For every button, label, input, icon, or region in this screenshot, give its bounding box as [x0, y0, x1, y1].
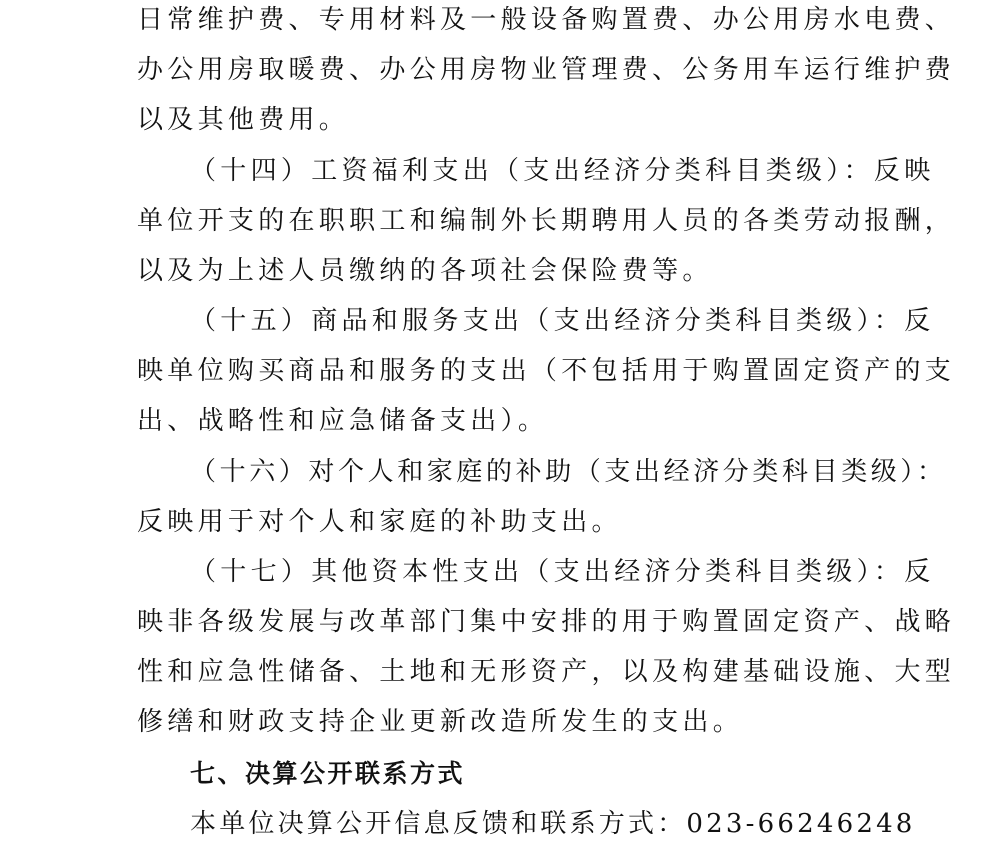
paragraph-line: 办公用房取暖费、办公用房物业管理费、公务用车运行维护费 — [137, 55, 956, 85]
paragraph-line: 性和应急性储备、土地和无形资产，以及构建基础设施、大型 — [137, 657, 956, 687]
paragraph-line: 以及其他费用。 — [137, 105, 350, 135]
item-15-first-line: （十五）商品和服务支出（支出经济分类科目类级）：反 — [190, 306, 935, 336]
item-14-first-line: （十四）工资福利支出（支出经济分类科目类级）：反映 — [190, 156, 935, 186]
paragraph-line: 出、战略性和应急储备支出）。 — [137, 406, 549, 436]
paragraph-line: 以及为上述人员缴纳的各项社会保险费等。 — [137, 256, 713, 286]
item-17-first-line: （十七）其他资本性支出（支出经济分类科目类级）：反 — [190, 557, 935, 587]
paragraph-line: 映非各级发展与改革部门集中安排的用于购置固定资产、战略 — [137, 607, 956, 637]
paragraph-line: 反映用于对个人和家庭的补助支出。 — [137, 507, 622, 537]
paragraph-line: 修缮和财政支持企业更新改造所发生的支出。 — [137, 707, 744, 737]
item-16-first-line: （十六）对个人和家庭的补助（支出经济分类科目类级）： — [190, 457, 947, 487]
paragraph-line: 单位开支的在职职工和编制外长期聘用人员的各类劳动报酬， — [137, 206, 956, 236]
paragraph-line: 映单位购买商品和服务的支出（不包括用于购置固定资产的支 — [137, 356, 956, 386]
contact-line: 本单位决算公开信息反馈和联系方式：023-66246248 — [190, 809, 916, 839]
paragraph-line: 日常维护费、专用材料及一般设备购置费、办公用房水电费、 — [137, 5, 956, 35]
section-heading: 七、决算公开联系方式 — [190, 759, 466, 788]
